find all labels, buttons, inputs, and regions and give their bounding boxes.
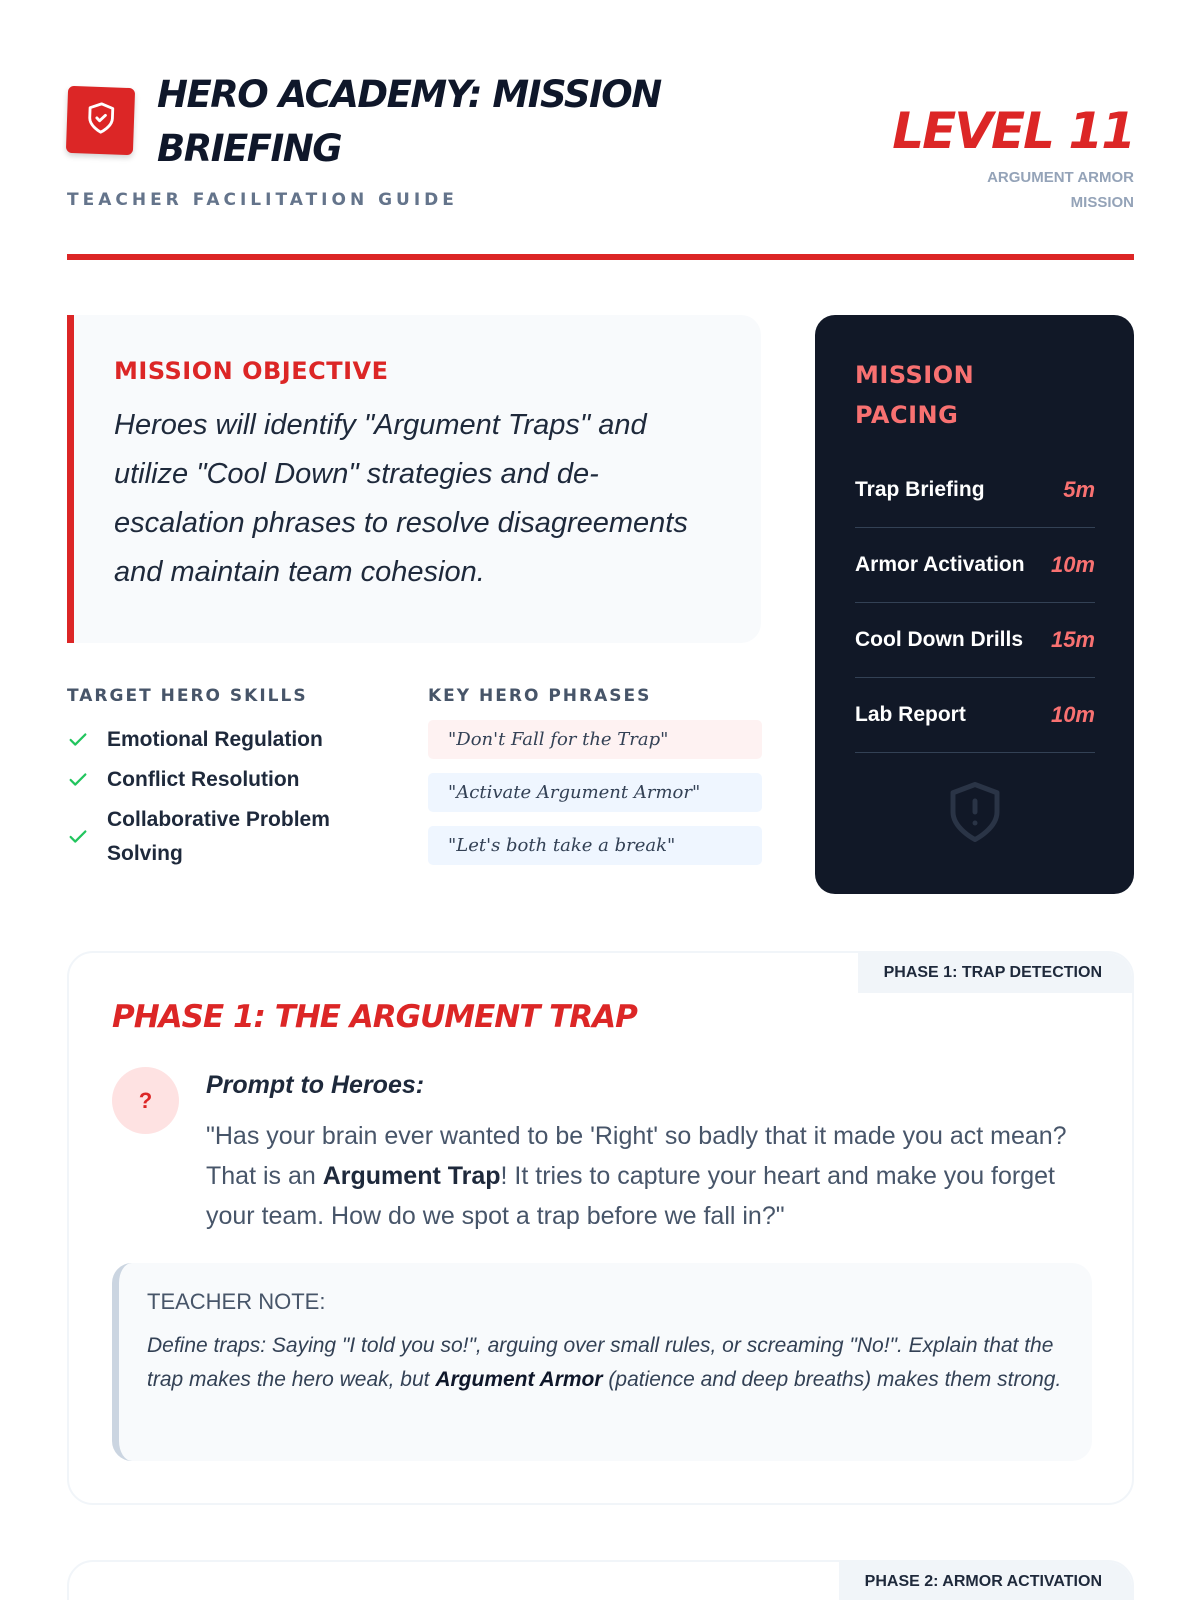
- page-subtitle: TEACHER FACILITATION GUIDE: [67, 190, 458, 210]
- shield-check-icon: [83, 100, 118, 140]
- prompt-emphasis: Argument Trap: [322, 1162, 501, 1190]
- page-header: [67, 62, 1134, 262]
- phase-2-card: [67, 1560, 1134, 1600]
- pacing-label: Armor Activation: [855, 553, 1025, 576]
- pacing-time: 5m: [1063, 477, 1095, 502]
- pacing-label: Lab Report: [855, 703, 966, 726]
- pacing-row: [855, 603, 1095, 678]
- header-divider: [67, 254, 1134, 260]
- check-icon: [67, 769, 95, 791]
- prompt-text-part: ! It tries to capture your heart and make you forget your team. How do we spot a trap before we fall in?": [206, 1162, 1055, 1230]
- pacing-list: [855, 453, 1095, 753]
- list-item: [67, 763, 397, 797]
- phrase-chip: "Activate Argument Armor": [428, 773, 762, 812]
- teacher-note-text: [147, 1329, 1064, 1397]
- skills-list: [67, 723, 397, 871]
- page-title: HERO ACADEMY: MISSION BRIEFING: [157, 73, 661, 170]
- skills-heading: TARGET HERO SKILLS: [67, 686, 308, 706]
- phase-title: PHASE 1: THE ARGUMENT TRAP: [112, 999, 637, 1035]
- teacher-note: [112, 1263, 1092, 1461]
- note-text-part: Define traps: Saying "I told you so!", arguing over small rules, or screaming "No!". Explain that the trap makes the hero weak, but: [147, 1334, 1054, 1391]
- mission-objective-card: [67, 315, 761, 643]
- logo: [66, 86, 135, 155]
- pacing-label: Trap Briefing: [855, 478, 985, 501]
- note-text-part: (patience and deep breaths) makes them strong.: [602, 1368, 1062, 1391]
- pacing-time: 10m: [1050, 552, 1095, 577]
- skill-label: Collaborative Problem Solving: [107, 808, 330, 865]
- pacing-row: [855, 678, 1095, 753]
- pacing-label: Cool Down Drills: [855, 628, 1023, 651]
- prompt-text-part: "Has your brain ever wanted to be 'Right' so badly that it made you act mean? That is an: [206, 1122, 1067, 1190]
- level-badge: LEVEL 11: [892, 102, 1134, 160]
- phase-1-card: [67, 951, 1134, 1505]
- shield-alert-icon: [942, 775, 1008, 854]
- check-icon: [67, 826, 95, 848]
- target-skills: [67, 686, 397, 877]
- prompt-heading: Prompt to Heroes:: [206, 1071, 425, 1099]
- objective-text: Heroes will identify "Argument Traps" and utilize "Cool Down" strategies and de-escalation phrases to resolve disagreements and maintain team cohesion.: [114, 409, 688, 588]
- objective-heading: MISSION OBJECTIVE: [114, 357, 389, 385]
- phrases-heading: KEY HERO PHRASES: [428, 686, 652, 706]
- phrase-chip: "Don't Fall for the Trap": [428, 720, 762, 759]
- pacing-row: [855, 453, 1095, 528]
- mission-name: ARGUMENT ARMOR MISSION: [987, 169, 1134, 211]
- skill-label: Emotional Regulation: [107, 728, 323, 751]
- pacing-time: 10m: [1050, 702, 1095, 727]
- pacing-row: [855, 528, 1095, 603]
- note-emphasis: Argument Armor: [435, 1368, 603, 1391]
- pacing-time: 15m: [1050, 627, 1095, 652]
- key-phrases: [428, 686, 762, 865]
- pacing-heading: MISSION PACING: [855, 361, 975, 429]
- phase-tag: PHASE 1: TRAP DETECTION: [858, 953, 1132, 993]
- mission-pacing-card: [815, 315, 1134, 894]
- phrase-chip: "Let's both take a break": [428, 826, 762, 865]
- skill-label: Conflict Resolution: [107, 768, 300, 791]
- check-icon: [67, 729, 95, 751]
- list-item: [67, 803, 397, 871]
- question-bubble: ?: [112, 1067, 179, 1134]
- prompt-text: [206, 1116, 1086, 1236]
- teacher-note-heading: TEACHER NOTE:: [147, 1289, 326, 1314]
- phase-tag: PHASE 2: ARMOR ACTIVATION: [839, 1562, 1132, 1600]
- list-item: [67, 723, 397, 757]
